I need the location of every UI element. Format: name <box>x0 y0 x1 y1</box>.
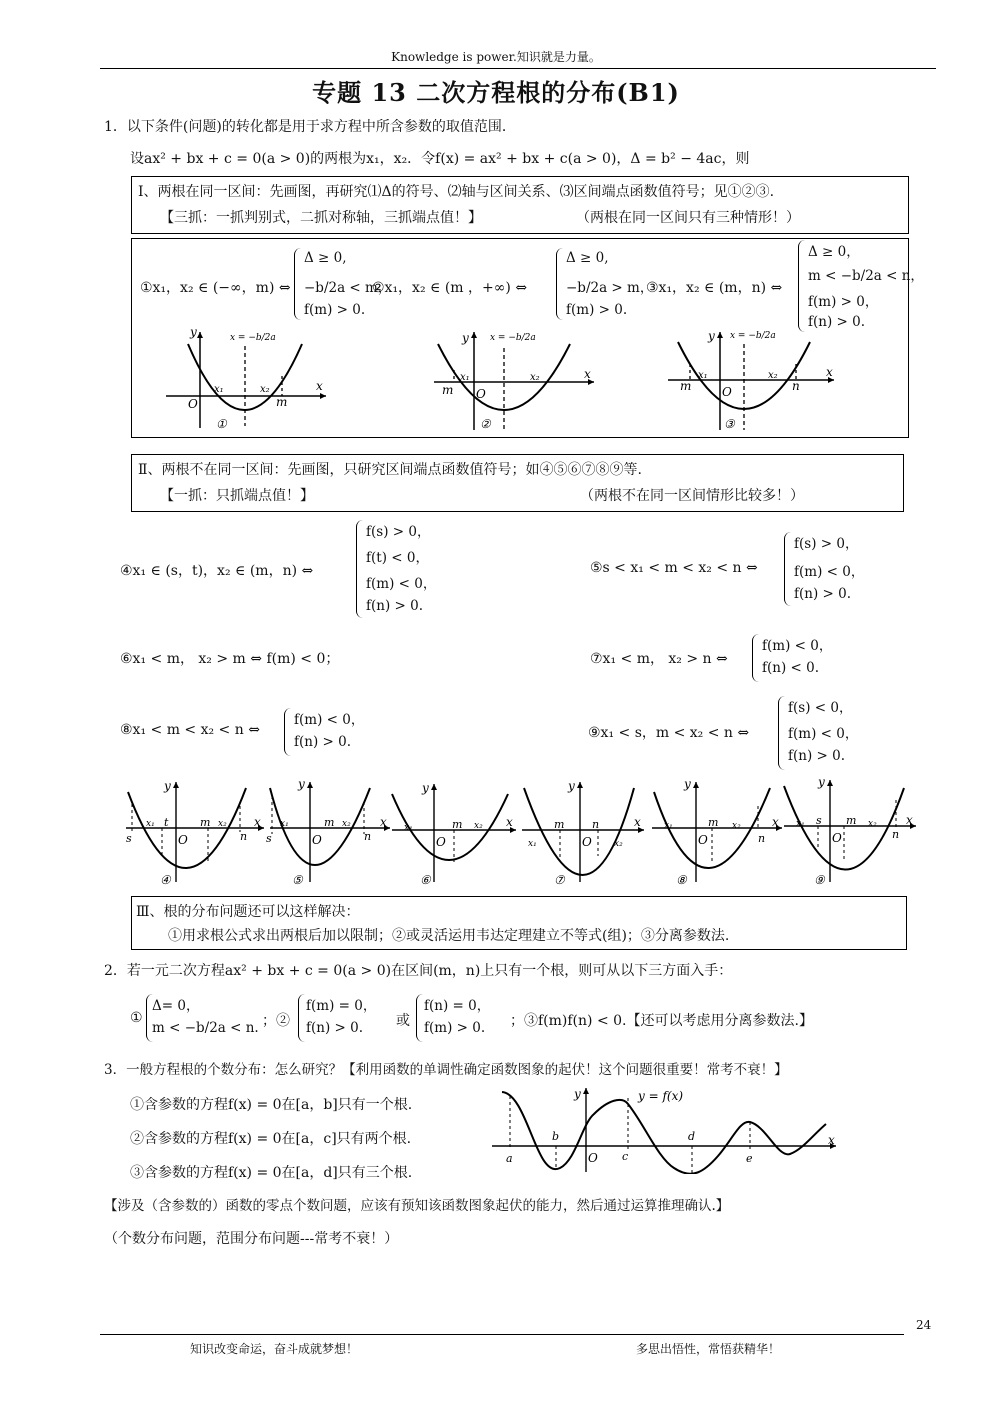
svg-text:x₁: x₁ <box>280 819 289 829</box>
svg-text:n: n <box>364 830 372 843</box>
svg-text:m: m <box>554 818 565 831</box>
axis-label-2: x = −b/2a <box>490 333 536 343</box>
svg-text:O: O <box>436 835 446 849</box>
graph-case-7 <box>522 779 644 887</box>
svg-text:x₁: x₁ <box>664 821 673 831</box>
svg-text:x₁: x₁ <box>214 384 224 395</box>
svg-text:x: x <box>380 815 387 829</box>
svg-text:m: m <box>276 395 288 409</box>
case-1-cond-2: −b/2a < m， <box>304 280 392 296</box>
case-4-lead: ④x₁ ∈ (s，t)，x₂ ∈ (m，n) ⇔ <box>120 563 314 579</box>
footer-rule <box>100 1334 904 1335</box>
item-2-opt-2b-cond-2: f(m) > 0. <box>424 1020 486 1036</box>
svg-text:n: n <box>892 828 900 841</box>
svg-text:y: y <box>164 779 171 793</box>
svg-text:m: m <box>324 816 335 829</box>
item-2-opt-1-mark: ① <box>130 1010 143 1026</box>
axis-label-1: x = −b/2a <box>230 333 276 343</box>
case-6: ⑥x₁ < m， x₂ > m ⇔ f(m) < 0； <box>120 651 340 667</box>
footer-left: 知识改变命运，奋斗成就梦想！ <box>190 1342 359 1356</box>
case-1-cond-1: Δ ≥ 0, <box>304 250 347 266</box>
item-2-opt-3: ；③f(m)f(n) < 0.【还可以考虑用分离参数法.】 <box>510 1013 813 1029</box>
item-2-opt-1-cond-2: m < −b/2a < n. <box>152 1020 259 1036</box>
svg-text:x₂: x₂ <box>530 372 540 383</box>
section-1-box <box>131 176 909 234</box>
case-4-cond-3: f(m) < 0， <box>366 576 437 592</box>
svg-text:O: O <box>476 387 486 401</box>
item-3-intro: 3．一般方程根的个数分布：怎么研究？【利用函数的单调性确定函数图象的起伏！这个问题很重要！常考不衰！】 <box>104 1062 788 1078</box>
item-2-opt-2-mark: ；② <box>262 1013 290 1029</box>
svg-text:m: m <box>846 814 857 827</box>
section-2-tip: 【一抓：只抓端点值！】 <box>160 488 314 504</box>
case-1-lead: ①x₁，x₂ ∈ (−∞，m) ⇔ <box>140 280 291 296</box>
graph-case-8 <box>652 777 782 887</box>
svg-text:x₂: x₂ <box>218 819 227 829</box>
header-rule <box>100 68 936 69</box>
case-8-lead: ⑧x₁ < m < x₂ < n ⇔ <box>120 722 260 738</box>
svg-text:n: n <box>792 379 800 393</box>
case-1-cond-3: f(m) > 0. <box>304 302 366 318</box>
svg-text:x: x <box>772 815 779 829</box>
item-1-intro: 1．以下条件(问题)的转化都是用于求方程中所含参数的取值范围． <box>104 119 516 135</box>
case-8-cond-1: f(m) < 0， <box>294 712 365 728</box>
svg-text:b: b <box>552 1130 560 1143</box>
svg-text:x₁: x₁ <box>146 819 155 829</box>
page-title: 专题 13 二次方程根的分布(B1) <box>312 78 680 107</box>
svg-text:y: y <box>422 781 429 795</box>
item-3-remark: 【涉及（含参数的）函数的零点个数问题，应该有预知该函数图象起伏的能力，然后通过运算推理确认.】 <box>104 1198 730 1214</box>
svg-text:x₂: x₂ <box>868 819 877 829</box>
svg-text:x₁: x₁ <box>404 823 413 833</box>
item-2-or: 或 <box>396 1013 410 1029</box>
graphs-cases-4-9 <box>122 776 922 892</box>
graph-case-9 <box>784 776 916 887</box>
case-2-cond-1: Δ ≥ 0, <box>566 250 609 266</box>
section-3-heading: Ⅲ、根的分布问题还可以这样解决： <box>136 904 360 920</box>
case-5-cond-1: f(s) > 0， <box>794 536 859 552</box>
item-2-opt-1-cond-1: Δ= 0， <box>152 998 200 1014</box>
svg-text:y: y <box>190 326 197 339</box>
svg-text:m: m <box>442 383 454 397</box>
item-2-opt-2-cond-1: f(m) = 0， <box>306 998 377 1014</box>
svg-text:x: x <box>316 379 323 393</box>
page-header: Knowledge is power.知识就是力量。 <box>391 50 601 64</box>
svg-text:⑤: ⑤ <box>292 873 303 887</box>
case-7-cond-1: f(m) < 0， <box>762 638 833 654</box>
case-7-cond-2: f(n) < 0. <box>762 660 819 676</box>
svg-text:d: d <box>688 1130 696 1143</box>
item-3-case-1: ①含参数的方程f(x) = 0在[a，b]只有一个根. <box>130 1097 413 1113</box>
svg-text:n: n <box>758 832 766 845</box>
section-1-tip: 【三抓：一抓判别式，二抓对称轴，三抓端点值！】 <box>160 210 482 226</box>
case-5-cond-2: f(m) < 0， <box>794 564 865 580</box>
svg-text:O: O <box>178 833 188 847</box>
svg-text:y: y <box>684 777 691 791</box>
svg-text:x: x <box>584 367 591 381</box>
graph-case-1 <box>160 326 340 434</box>
case-9-cond-1: f(s) < 0， <box>788 700 853 716</box>
svg-text:④: ④ <box>160 873 171 887</box>
svg-text:y: y <box>298 777 305 791</box>
svg-text:O: O <box>722 385 732 399</box>
graph-case-3 <box>664 326 844 434</box>
svg-text:y: y <box>462 331 469 345</box>
case-8-cond-2: f(n) > 0. <box>294 734 351 750</box>
svg-text:x: x <box>826 365 833 379</box>
svg-text:x: x <box>254 815 261 829</box>
section-1-note: （两根在同一区间只有三种情形！） <box>576 210 800 226</box>
svg-text:m: m <box>200 816 211 829</box>
item-3-note: （个数分布问题，范围分布问题---常考不衰！） <box>104 1231 399 1247</box>
case-2-cond-3: f(m) > 0. <box>566 302 628 318</box>
graph-function-zeros <box>488 1084 840 1174</box>
svg-text:n: n <box>592 818 600 831</box>
graph-case-6 <box>392 781 516 887</box>
svg-text:t: t <box>164 816 169 829</box>
graph-case-2 <box>428 326 608 434</box>
case-5-cond-3: f(n) > 0. <box>794 586 851 602</box>
svg-text:⑥: ⑥ <box>420 873 431 887</box>
case-3-cond-2: m < −b/2a < n， <box>808 268 924 284</box>
svg-text:s: s <box>266 832 272 845</box>
svg-text:n: n <box>240 830 248 843</box>
section-3-box <box>131 896 907 950</box>
svg-text:x₂: x₂ <box>732 821 741 831</box>
case-4-cond-4: f(n) > 0. <box>366 598 423 614</box>
svg-text:y: y <box>708 329 715 343</box>
item-2-opt-2-cond-2: f(n) > 0. <box>306 1020 363 1036</box>
svg-text:x: x <box>828 1133 835 1147</box>
case-2-cond-2: −b/2a > m， <box>566 280 654 296</box>
section-2-box <box>131 454 904 512</box>
graph-case-5 <box>266 777 390 887</box>
svg-text:x: x <box>506 815 513 829</box>
svg-text:a: a <box>506 1152 513 1165</box>
svg-text:x₁: x₁ <box>796 819 805 829</box>
case-9-cond-2: f(m) < 0， <box>788 726 859 742</box>
svg-text:m: m <box>680 379 692 393</box>
svg-text:s: s <box>126 832 132 845</box>
svg-text:x₂: x₂ <box>614 839 623 849</box>
svg-text:x₂: x₂ <box>474 821 483 831</box>
item-2-opt-2b-cond-1: f(n) = 0， <box>424 998 491 1014</box>
svg-text:x₂: x₂ <box>342 819 351 829</box>
svg-text:s: s <box>816 814 822 827</box>
case-7-lead: ⑦x₁ < m， x₂ > n ⇔ <box>590 651 728 667</box>
graph-case-4 <box>126 779 264 887</box>
section-3-methods: ①用求根公式求出两根后加以限制；②或灵活运用韦达定理建立不等式(组)；③分离参数法. <box>168 928 730 944</box>
case-1-system <box>294 248 392 320</box>
case-3-cond-1: Δ ≥ 0， <box>808 244 860 260</box>
svg-text:②: ② <box>480 417 491 431</box>
svg-text:m: m <box>452 818 463 831</box>
case-4-cond-1: f(s) > 0， <box>366 524 431 540</box>
svg-text:O: O <box>312 833 322 847</box>
svg-text:⑨: ⑨ <box>814 873 825 887</box>
svg-text:O: O <box>582 835 592 849</box>
footer-right: 多思出悟性，常悟获精华！ <box>636 1342 781 1356</box>
svg-text:x₂: x₂ <box>260 384 270 395</box>
case-9-cond-3: f(n) > 0. <box>788 748 845 764</box>
case-2-lead: ②x₁，x₂ ∈ (m ，+∞) ⇔ <box>372 280 528 296</box>
item-3-case-3: ③含参数的方程f(x) = 0在[a，d]只有三个根. <box>130 1165 413 1181</box>
graph-function-label: y = f(x) <box>638 1089 684 1103</box>
section-2-note: （两根不在同一区间情形比较多！） <box>580 488 804 504</box>
svg-text:x₁: x₁ <box>460 372 470 383</box>
svg-text:①: ① <box>216 417 227 431</box>
svg-text:x₁: x₁ <box>528 839 537 849</box>
svg-text:x: x <box>906 813 913 827</box>
case-5-lead: ⑤s < x₁ < m < x₂ < n ⇔ <box>590 560 758 576</box>
svg-text:y: y <box>568 779 575 793</box>
axis-label-3: x = −b/2a <box>730 331 776 341</box>
svg-text:x: x <box>634 815 641 829</box>
svg-text:y: y <box>818 776 825 789</box>
case-3-lead: ③x₁，x₂ ∈ (m，n) ⇔ <box>646 280 783 296</box>
case-9-lead: ⑨x₁ < s，m < x₂ < n ⇔ <box>588 725 750 741</box>
svg-text:m: m <box>708 816 719 829</box>
svg-text:O: O <box>698 833 708 847</box>
svg-text:y: y <box>574 1087 581 1101</box>
item-2-intro: 2．若一元二次方程ax² + bx + c = 0(a > 0)在区间(m，n)上只有一个根，则可从以下三方面入手： <box>104 963 733 979</box>
svg-text:O: O <box>588 1151 598 1165</box>
item-3-case-2: ②含参数的方程f(x) = 0在[a，c]只有两个根. <box>130 1131 412 1147</box>
svg-text:⑦: ⑦ <box>554 873 565 887</box>
section-2-heading: Ⅱ、两根不在同一区间：先画图，只研究区间端点函数值符号；如④⑤⑥⑦⑧⑨等. <box>138 462 642 478</box>
svg-text:e: e <box>746 1152 753 1165</box>
case-3-cond-3: f(m) > 0， <box>808 294 879 310</box>
svg-text:x₁: x₁ <box>698 370 708 381</box>
section-1-heading: Ⅰ、两根在同一区间：先画图，再研究⑴Δ的符号、⑵轴与区间关系、⑶区间端点函数值符号；见①②③. <box>138 184 775 200</box>
svg-text:⑧: ⑧ <box>676 873 687 887</box>
svg-text:O: O <box>832 831 842 845</box>
case-3-cond-4: f(n) > 0. <box>808 314 865 330</box>
item-1-setup: 设ax² + bx + c = 0(a > 0)的两根为x₁，x₂．令f(x) = ax² + bx + c(a > 0)，Δ = b² − 4ac，则 <box>130 151 750 167</box>
svg-text:x₂: x₂ <box>768 370 778 381</box>
svg-text:c: c <box>622 1150 629 1163</box>
page-number: 24 <box>916 1318 932 1332</box>
case-4-cond-2: f(t) < 0， <box>366 550 429 566</box>
svg-text:③: ③ <box>724 417 735 431</box>
svg-text:O: O <box>188 397 198 411</box>
